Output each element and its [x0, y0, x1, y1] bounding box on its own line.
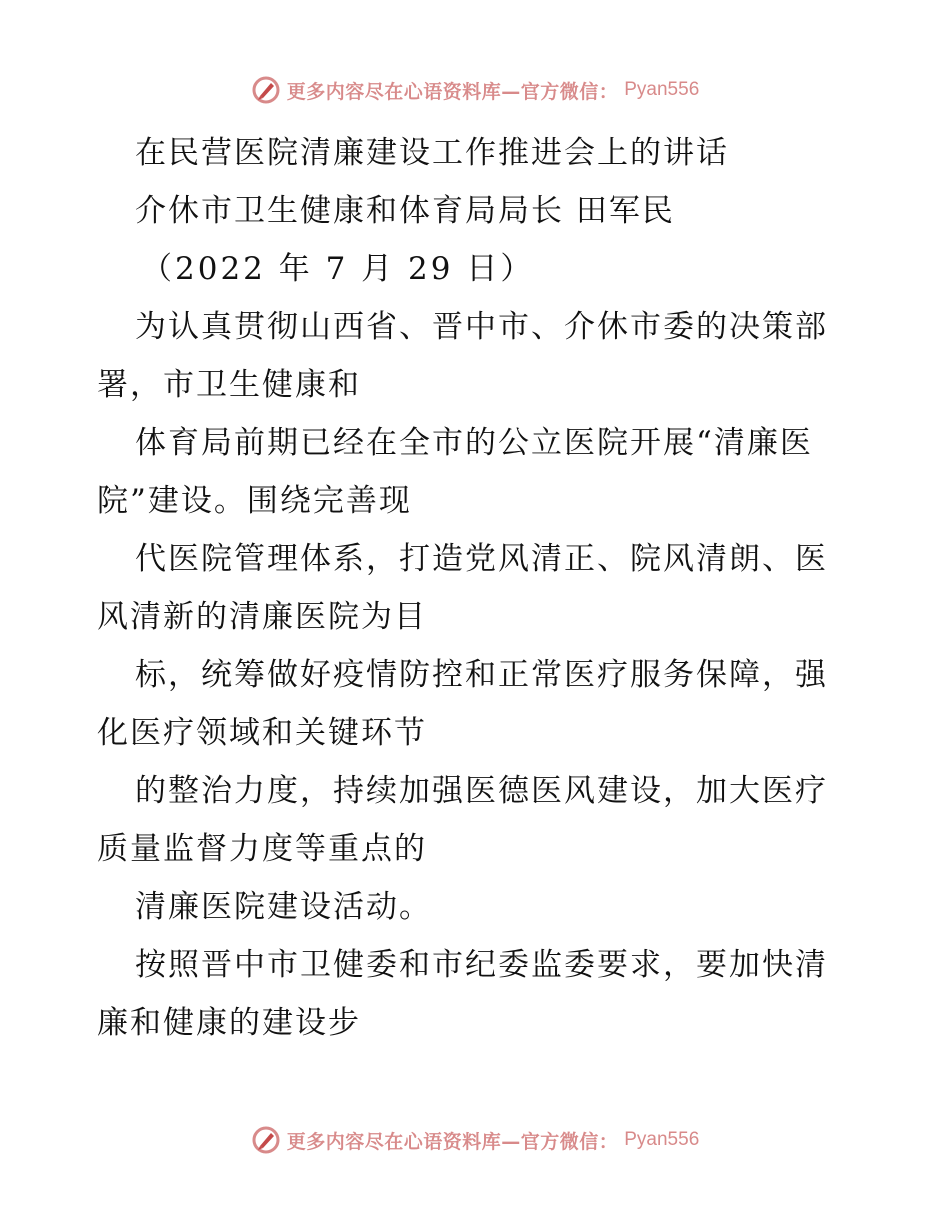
- paragraph-line: 按照晋中市卫健委和市纪委监委要求，要加快清: [135, 947, 828, 983]
- paragraph-line: 廉和健康的建设步: [97, 1005, 361, 1041]
- paragraph-line: 风清新的清廉医院为目: [97, 599, 427, 635]
- paragraph-line: 代医院管理体系，打造党风清正、院风清朗、医: [135, 541, 828, 577]
- paragraph-line: 清廉医院建设活动。: [135, 889, 432, 925]
- quill-pen-logo-icon: [251, 1125, 281, 1155]
- paragraph-line: 院”建设。围绕完善现: [97, 483, 412, 519]
- watermark-text: 更多内容尽在心语资料库—官方微信：: [286, 1130, 619, 1153]
- footer-watermark: [0, 1120, 950, 1160]
- paragraph-line: 体育局前期已经在全市的公立医院开展“清廉医: [135, 425, 813, 461]
- paragraph-line: 的整治力度，持续加强医德医风建设，加大医疗: [135, 773, 828, 809]
- paragraph-line: 署，市卫生健康和: [97, 367, 361, 403]
- paragraph-line: 化医疗领域和关键环节: [97, 715, 427, 751]
- watermark-text: 更多内容尽在心语资料库—官方微信：: [286, 80, 619, 103]
- watermark-handle: Pyan556: [624, 1129, 700, 1150]
- paragraph-line: 为认真贯彻山西省、晋中市、介休市委的决策部: [135, 309, 828, 345]
- document-date: （2022 年 7 月 29 日）: [141, 251, 535, 287]
- header-watermark: [0, 70, 950, 110]
- document-author: 介休市卫生健康和体育局局长 田军民: [135, 193, 675, 229]
- watermark-handle: Pyan556: [624, 79, 700, 100]
- paragraph-line: 质量监督力度等重点的: [97, 831, 427, 867]
- document-body: [97, 124, 857, 1052]
- quill-pen-logo-icon: [251, 75, 281, 105]
- document-title: 在民营医院清廉建设工作推进会上的讲话: [135, 135, 729, 171]
- paragraph-line: 标，统筹做好疫情防控和正常医疗服务保障，强: [135, 657, 828, 693]
